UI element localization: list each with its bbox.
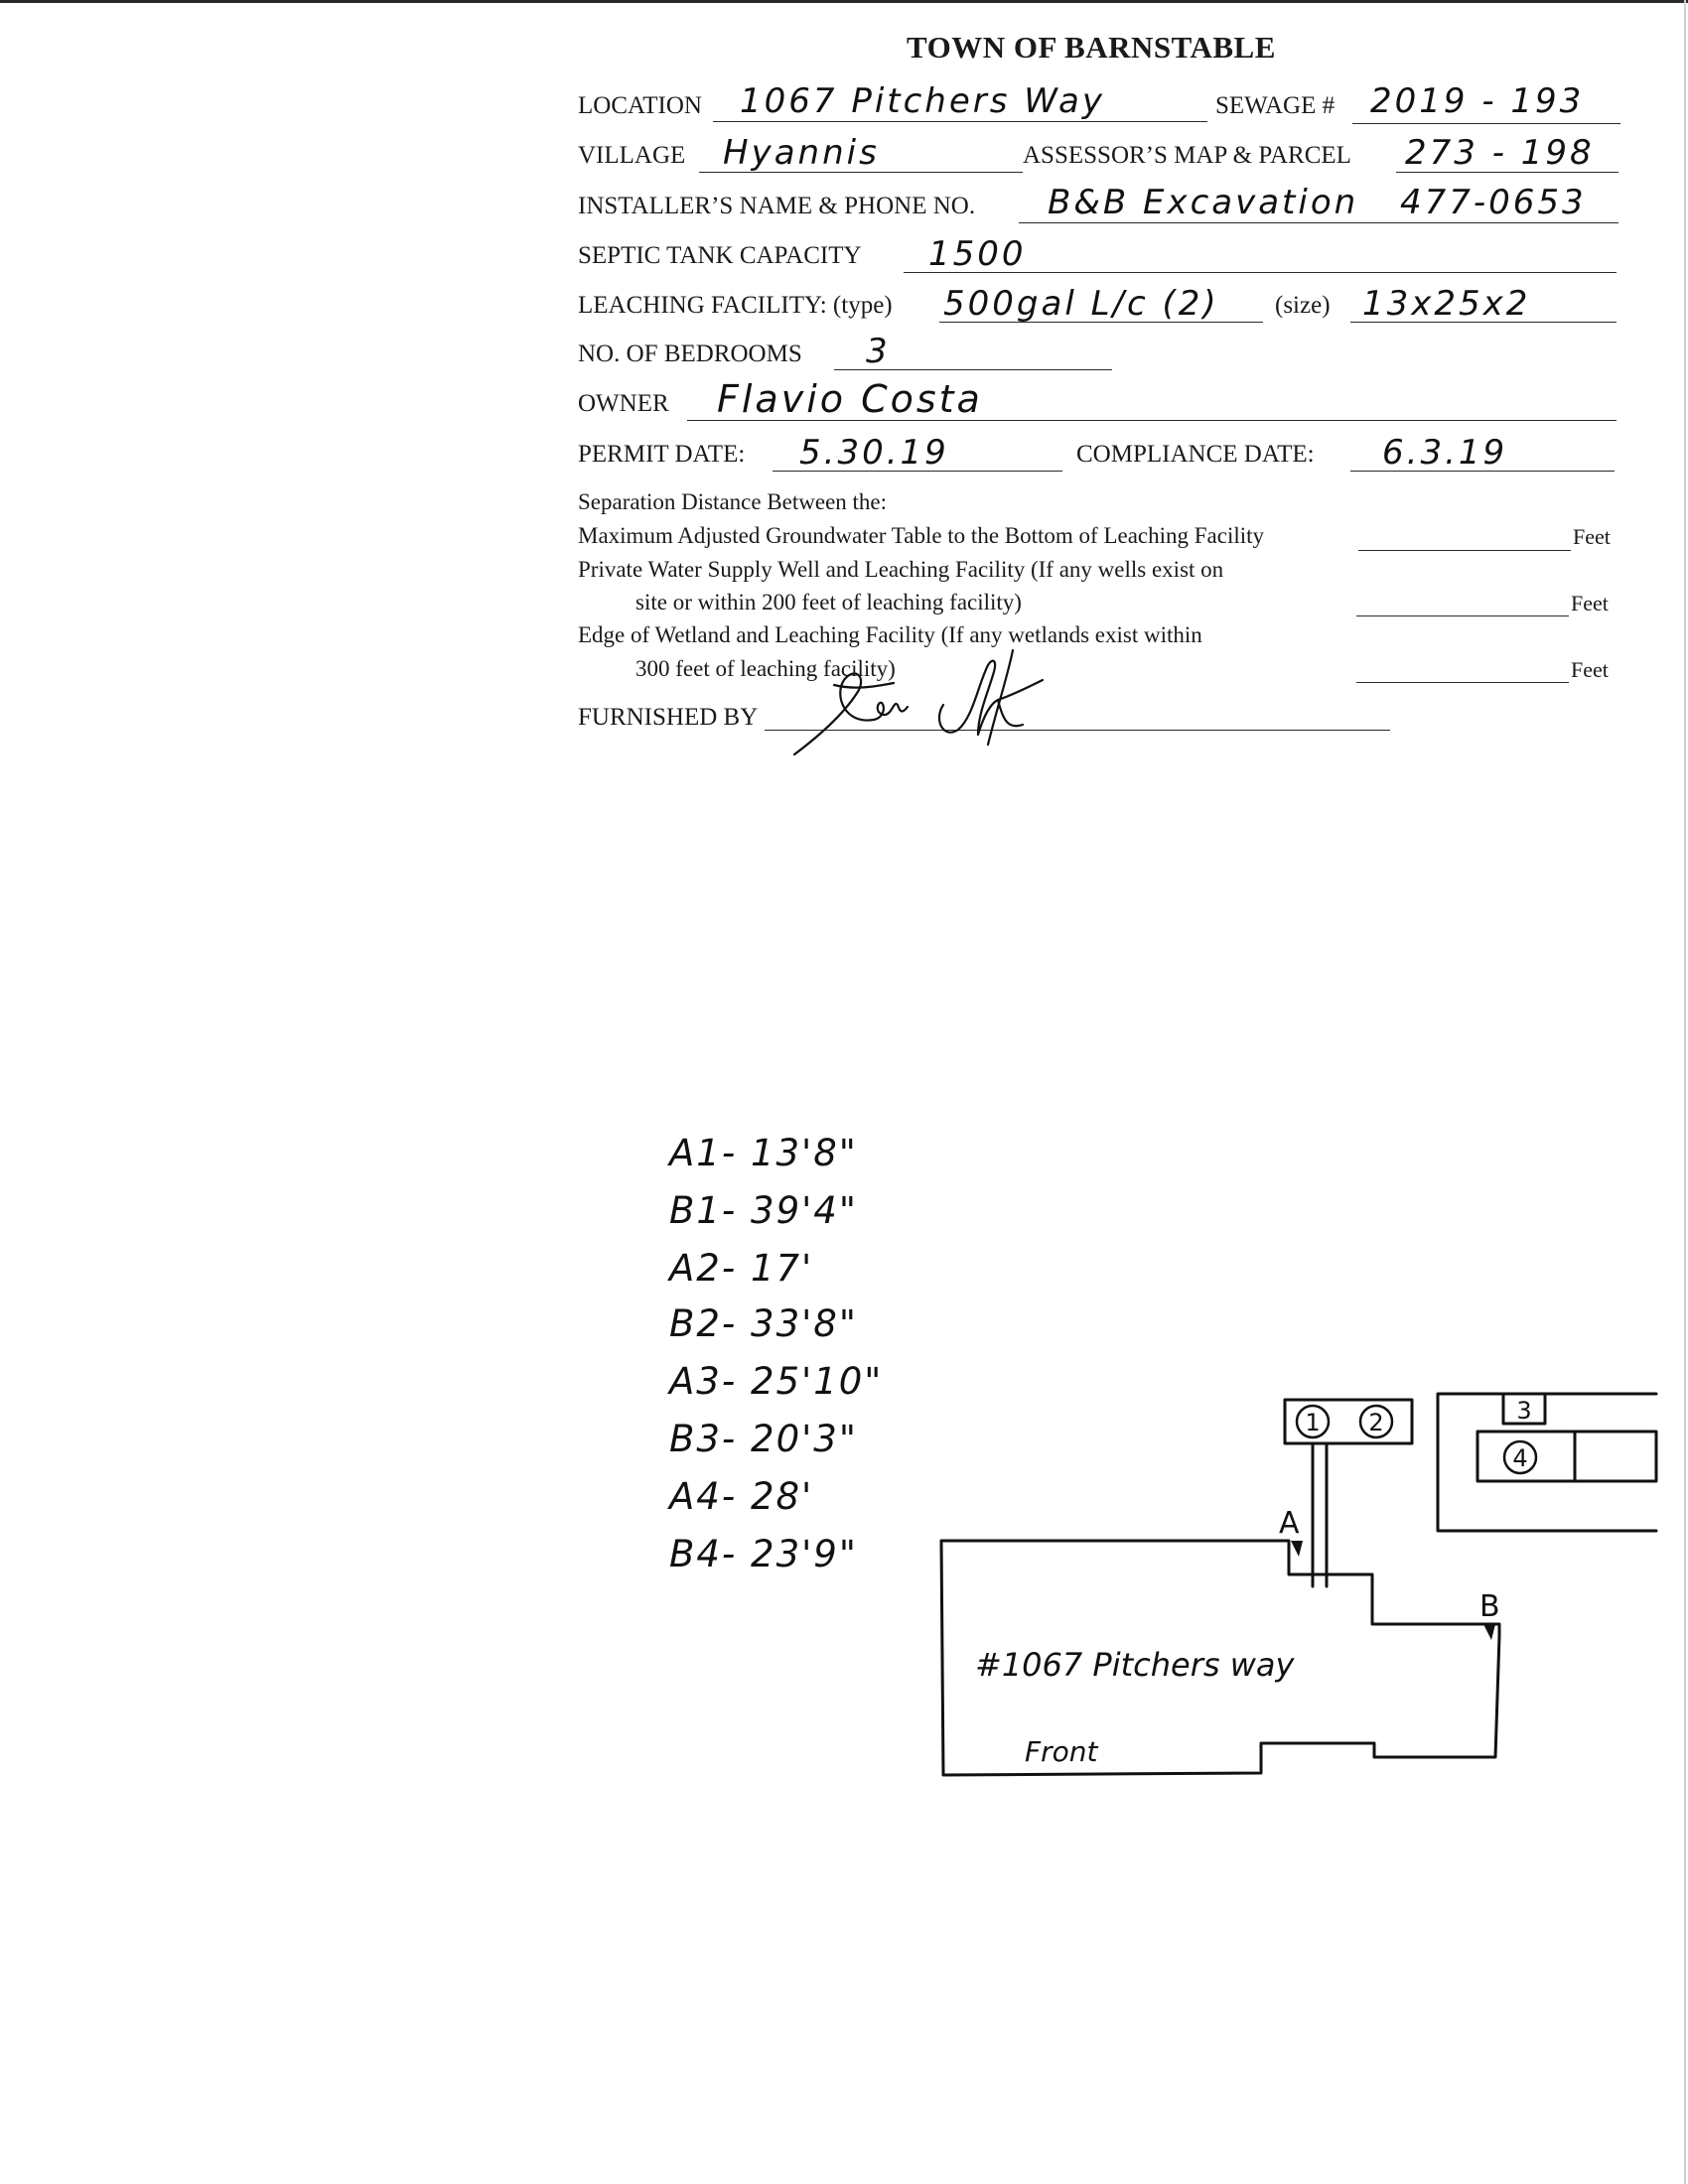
assessor-label: ASSESSOR’S MAP & PARCEL [1023,142,1351,169]
groundwater-feet-line [1358,550,1571,551]
page-right-edge [1684,0,1686,2184]
measurement-b3: B3- 20'3" [669,1418,858,1460]
groundwater-feet-label: Feet [1573,524,1611,549]
house-label: #1067 Pitchers way [975,1646,1295,1684]
location-label: LOCATION [578,92,702,119]
village-label: VILLAGE [578,142,686,169]
point-b-marker [1483,1624,1495,1640]
separation-wetland-text: Edge of Wetland and Leaching Facility (If any wetlands exist within [578,622,1202,647]
leaching-type-label: LEACHING FACILITY: (type) [578,292,893,319]
owner-value: Flavio Costa [717,377,983,421]
compliance-date-value: 6.3.19 [1382,433,1508,473]
tank-capacity-value: 1500 [928,234,1027,274]
signature-image [774,645,1092,764]
bedrooms-label: NO. OF BEDROOMS [578,341,802,367]
separation-groundwater-text: Maximum Adjusted Groundwater Table to the Bottom of Leaching Facility [578,523,1265,548]
sewage-line [1352,123,1620,124]
point-b-label: B [1479,1589,1500,1624]
permit-date-value: 5.30.19 [799,433,949,473]
form-title: TOWN OF BARNSTABLE [907,30,1276,65]
separation-heading: Separation Distance Between the: [578,489,888,514]
circle-4-label: 4 [1512,1444,1528,1472]
wetland-feet-line [1356,682,1569,683]
wetland-feet-label: Feet [1571,657,1609,682]
owner-label: OWNER [578,390,669,417]
measurement-b4: B4- 23'9" [669,1533,858,1575]
permit-date-label: PERMIT DATE: [578,441,746,468]
furnished-by-label: FURNISHED BY [578,704,759,731]
circle-1-label: 1 [1305,1409,1321,1436]
well-feet-line [1356,615,1569,616]
measurement-a2: A2- 17' [669,1247,814,1290]
measurement-a3: A3- 25'10" [669,1360,884,1403]
leaching-type-value: 500gal L/c (2) [943,284,1219,324]
installer-value: B&B Excavation [1048,183,1359,222]
measurement-a1: A1- 13'8" [669,1132,858,1174]
point-a-label: A [1279,1506,1300,1541]
front-label: Front [1025,1735,1098,1768]
circle-2-label: 2 [1368,1409,1384,1436]
site-sketch [923,1380,1658,1797]
tank-capacity-label: SEPTIC TANK CAPACITY [578,242,862,269]
installer-label: INSTALLER’S NAME & PHONE NO. [578,193,976,219]
box-3-label: 3 [1516,1397,1532,1425]
measurement-a4: A4- 28' [669,1475,814,1518]
sewage-value: 2019 - 193 [1370,81,1585,121]
well-feet-label: Feet [1571,591,1609,615]
location-value: 1067 Pitchers Way [740,81,1105,121]
bedrooms-value: 3 [866,332,891,371]
point-a-marker [1291,1541,1303,1557]
measurement-b1: B1- 39'4" [669,1189,858,1232]
leaching-outline [1438,1394,1656,1531]
village-value: Hyannis [723,133,880,173]
separation-wetland-text-2: 300 feet of leaching facility) [635,656,896,681]
separation-well-text: Private Water Supply Well and Leaching Facility (If any wells exist on [578,557,1224,582]
sewage-label: SEWAGE # [1215,92,1336,119]
size-label: (size) [1275,292,1331,319]
assessor-value: 273 - 198 [1405,133,1595,173]
page-top-edge [0,0,1688,3]
compliance-date-label: COMPLIANCE DATE: [1076,441,1315,468]
installer-line [1019,222,1618,223]
installer-phone: 477-0653 [1400,183,1587,222]
measurement-b2: B2- 33'8" [669,1302,858,1345]
separation-well-text-2: site or within 200 feet of leaching facility) [635,590,1022,614]
size-value: 13x25x2 [1362,284,1531,324]
location-line [713,121,1207,122]
